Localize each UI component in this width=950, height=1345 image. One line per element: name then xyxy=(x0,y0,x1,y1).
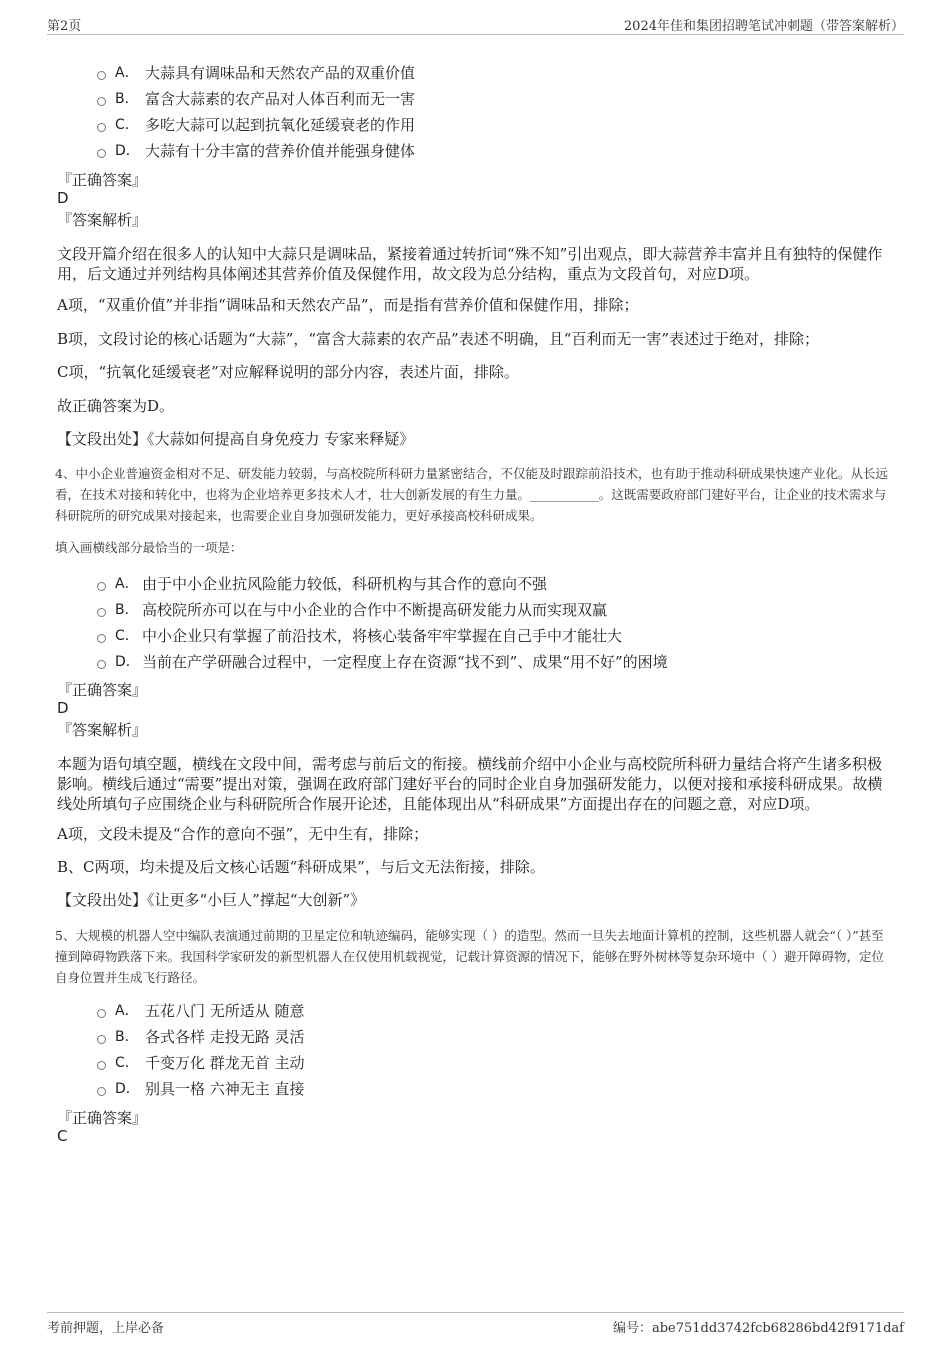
radio-icon[interactable] xyxy=(97,97,106,106)
q3-conclusion: 故正确答案为D。 xyxy=(57,397,175,415)
q3-option-a[interactable]: A． 大蒜具有调味品和天然农产品的双重价值 xyxy=(95,60,895,86)
q4-answer: D xyxy=(57,699,69,717)
radio-icon[interactable] xyxy=(97,1035,106,1044)
q4-analysis-label: 『答案解析』 xyxy=(57,721,148,739)
q3-option-d[interactable]: D． 大蒜有十分丰富的营养价值并能强身健体 xyxy=(95,138,895,164)
q4-answer-label: 『正确答案』 xyxy=(57,681,148,699)
q3-option-c[interactable]: C． 多吃大蒜可以起到抗氧化延缓衰老的作用 xyxy=(95,112,895,138)
q5-options xyxy=(95,998,895,1102)
q5-answer: C xyxy=(57,1127,68,1145)
page-header xyxy=(47,14,904,35)
page-footer xyxy=(47,1312,904,1335)
q5-stem: 5、大规模的机器人空中编队表演通过前期的卫星定位和轨迹编码，能够实现（ ）的造型。然而一旦失去地面计算机的控制，这些机器人就会“（ ）”甚至撞到障碍物跌落下来。我国科学家研发的新型机器人在仅使用机载视觉，记载计算资源的情况下，能够在野外树林等复杂环境中（ ）避开障碍物，定位自身位置并生成飞行路径。 xyxy=(55,928,884,985)
radio-icon[interactable] xyxy=(97,123,106,132)
document-id: 编号：abe751dd3742fcb68286bd42f9171daf xyxy=(612,1321,904,1336)
radio-icon[interactable] xyxy=(97,71,106,80)
q3-analysis-label: 『答案解析』 xyxy=(57,211,148,229)
q3-answer: D xyxy=(57,189,69,207)
q3-analysis-b: B项，文段讨论的核心话题为“大蒜”，“富含大蒜素的农产品”表述不明确，且“百利而无一害”表述过于绝对，排除； xyxy=(57,330,820,348)
radio-icon[interactable] xyxy=(97,608,106,617)
q4-option-b[interactable]: B． 高校院所亦可以在与中小企业的合作中不断提高研发能力从而实现双赢 xyxy=(95,597,895,623)
document-title: 2024年佳和集团招聘笔试冲刺题（带答案解析） xyxy=(623,19,904,34)
radio-icon[interactable] xyxy=(97,660,106,669)
q4-prompt: 填入画横线部分最恰当的一项是： xyxy=(55,540,243,555)
q4-analysis-summary: 本题为语句填空题，横线在文段中间，需考虑与前后文的衔接。横线前介绍中小企业与高校院所科研力量结合将产生诸多积极影响。横线后通过“需要”提出对策，强调在政府部门建好平台的同时企业自身加强研发能力，以便对接和承接科研成果。故横线处所填句子应围绕企业与科研院所合作展开论述，且能体现出从“科研成果”方面提出存在的问题之意，对应D项。 xyxy=(57,755,883,813)
q4-option-c[interactable]: C． 中小企业只有掌握了前沿技术，将核心装备牢牢掌握在自己手中才能壮大 xyxy=(95,623,895,649)
q4-source: 【文段出处】《让更多“小巨人”撑起“大创新”》 xyxy=(57,891,366,909)
q4-stem: 4、中小企业普遍资金相对不足、研发能力较弱，与高校院所科研力量紧密结合，不仅能及时跟踪前沿技术，也有助于推动科研成果快速产业化。从长远看，在技术对接和转化中，也将为企业培养更多技术人才，壮大创新发展的有生力量。___________。这既需要政府部门建好平台，让企业的技术需求与科研院所的研究成果对接起来，也需要企业自身加强研发能力，更好承接高校科研成果。 xyxy=(55,466,888,523)
q3-options xyxy=(95,60,895,164)
q3-analysis-summary: 文段开篇介绍在很多人的认知中大蒜只是调味品，紧接着通过转折词“殊不知”引出观点，即大蒜营养丰富并且有独特的保健作用，后文通过并列结构具体阐述其营养价值及保健作用，故文段为总分结构，重点为文段首句，对应D项。 xyxy=(57,245,883,283)
q5-option-b[interactable]: B． 各式各样 走投无路 灵活 xyxy=(95,1024,895,1050)
q3-analysis-a: A项，“双重价值”并非指“调味品和天然农产品”，而是指有营养价值和保健作用，排除； xyxy=(57,296,639,314)
q3-analysis-c: C项，“抗氧化延缓衰老”对应解释说明的部分内容，表述片面，排除。 xyxy=(57,363,519,381)
q4-option-a[interactable]: A． 由于中小企业抗风险能力较低，科研机构与其合作的意向不强 xyxy=(95,571,895,597)
radio-icon[interactable] xyxy=(97,1061,106,1070)
q5-option-c[interactable]: C． 千变万化 群龙无首 主动 xyxy=(95,1050,895,1076)
radio-icon[interactable] xyxy=(97,634,106,643)
radio-icon[interactable] xyxy=(97,1087,106,1096)
q4-analysis-bc: B、C两项，均未提及后文核心话题“科研成果”，与后文无法衔接，排除。 xyxy=(57,858,545,876)
q4-option-d[interactable]: D． 当前在产学研融合过程中，一定程度上存在资源“找不到”、成果“用不好”的困境 xyxy=(95,649,895,675)
radio-icon[interactable] xyxy=(97,1009,106,1018)
footer-slogan: 考前押题，上岸必备 xyxy=(47,1321,165,1336)
page-number: 第2页 xyxy=(47,19,82,34)
q3-option-b[interactable]: B． 富含大蒜素的农产品对人体百利而无一害 xyxy=(95,86,895,112)
q3-answer-label: 『正确答案』 xyxy=(57,171,148,189)
q4-options xyxy=(95,571,895,675)
q5-option-d[interactable]: D． 别具一格 六神无主 直接 xyxy=(95,1076,895,1102)
q5-option-a[interactable]: A． 五花八门 无所适从 随意 xyxy=(95,998,895,1024)
q5-answer-label: 『正确答案』 xyxy=(57,1109,148,1127)
q3-source: 【文段出处】《大蒜如何提高自身免疫力 专家来释疑》 xyxy=(57,430,415,448)
q4-analysis-a: A项，文段未提及“合作的意向不强”，无中生有，排除； xyxy=(57,825,429,843)
radio-icon[interactable] xyxy=(97,582,106,591)
radio-icon[interactable] xyxy=(97,149,106,158)
